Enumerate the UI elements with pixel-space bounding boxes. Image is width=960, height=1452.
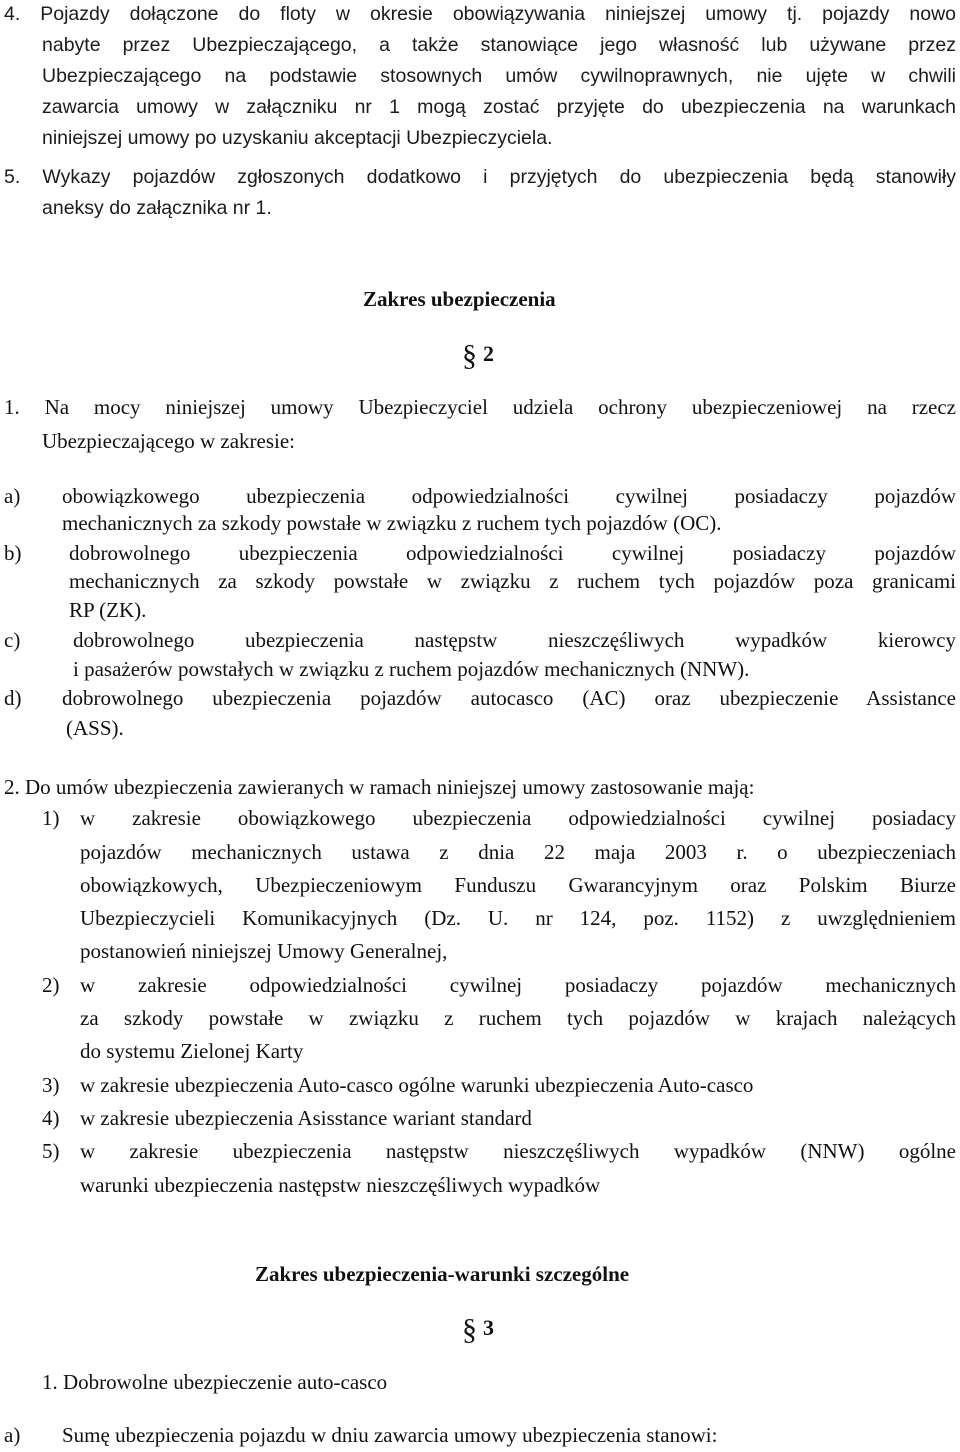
list-c-marker: c) [4, 628, 21, 652]
item-5-line-2: aneksy do załącznika nr 1. [42, 197, 272, 219]
list-c-line-2: i pasażerów powstałych w związku z ruchem pojazdów mechanicznych (NNW). [73, 657, 750, 681]
section-number: 3 [483, 1315, 494, 1340]
n1-line-2: pojazdów mechanicznych ustawa z dnia 22 maja 2003 r. o ubezpieczeniach [80, 840, 956, 864]
point-2-line-1: 2. Do umów ubezpieczenia zawieranych w ramach niniejszej umowy zastosowanie mają: [4, 775, 755, 799]
list-a2-line-1: Sumę ubezpieczenia pojazdu w dniu zawarcia umowy ubezpieczenia stanowi: [62, 1423, 718, 1447]
list-a2-marker: a) [4, 1423, 21, 1447]
list-b-line-2: mechanicznych za szkody powstałe w związku z ruchem tych pojazdów poza granicami [69, 569, 956, 593]
n5-line-1: w zakresie ubezpieczenia następstw nieszczęśliwych wypadków (NNW) ogólne [80, 1139, 956, 1163]
n5-line-2: warunki ubezpieczenia następstw nieszczęśliwych wypadków [80, 1173, 601, 1197]
list-b-line-3: RP (ZK). [69, 598, 147, 622]
list-a-line-1: obowiązkowego ubezpieczenia odpowiedzialności cywilnej posiadaczy pojazdów [62, 484, 956, 508]
n2-line-1: w zakresie odpowiedzialności cywilnej posiadaczy pojazdów mechanicznych [80, 973, 956, 997]
item-4-line-1: 4. Pojazdy dołączone do floty w okresie obowiązywania niniejszej umowy tj. pojazdy nowo [4, 3, 956, 25]
n4-line-1: w zakresie ubezpieczenia Asisstance wariant standard [80, 1106, 532, 1130]
section-3-marker [462, 1313, 494, 1346]
n2-line-3: do systemu Zielonej Karty [80, 1039, 304, 1063]
list-a-line-2: mechanicznych za szkody powstałe w związku z ruchem tych pojazdów (OC). [62, 511, 722, 535]
n4-marker: 4) [42, 1106, 60, 1130]
n1-line-5: postanowień niniejszej Umowy Generalnej, [80, 939, 448, 963]
point-1-line-2: Ubezpieczającego w zakresie: [42, 429, 296, 453]
section-heading-zakres: Zakres ubezpieczenia [363, 287, 556, 311]
n3-marker: 3) [42, 1073, 60, 1097]
list-a-marker: a) [4, 484, 21, 508]
n1-line-1: w zakresie obowiązkowego ubezpieczenia odpowiedzialności cywilnej posiadacy [80, 806, 956, 830]
list-d-line-2: (ASS). [66, 716, 124, 740]
n3-line-1: w zakresie ubezpieczenia Auto-casco ogólne warunki ubezpieczenia Auto-casco [80, 1073, 754, 1097]
item-4-line-5: niniejszej umowy po uzyskaniu akceptacji Ubezpieczyciela. [42, 127, 553, 149]
n5-marker: 5) [42, 1139, 60, 1163]
item-4-line-2: nabyte przez Ubezpieczającego, a także stanowiące jego własność lub używane przez [42, 34, 956, 56]
item-4-line-3: Ubezpieczającego na podstawie stosownych umów cywilnoprawnych, nie ujęte w chwili [42, 65, 956, 87]
item-4-line-4: zawarcia umowy w załączniku nr 1 mogą zostać przyjęte do ubezpieczenia na warunkach [42, 96, 956, 118]
point-1-line-1: 1. Na mocy niniejszej umowy Ubezpieczyciel udziela ochrony ubezpieczeniowej na rzecz [4, 395, 956, 419]
section-symbol: § [462, 339, 477, 372]
n2-marker: 2) [42, 973, 60, 997]
section-heading-warunki: Zakres ubezpieczenia-warunki szczególne [255, 1262, 630, 1286]
section-2-marker [462, 339, 494, 372]
list-d-marker: d) [4, 686, 22, 710]
list-b-marker: b) [4, 541, 22, 565]
section-number: 2 [483, 341, 494, 366]
n2-line-2: za szkody powstałe w związku z ruchem tych pojazdów w krajach należących [80, 1006, 956, 1030]
list-c-line-1: dobrowolnego ubezpieczenia następstw nieszczęśliwych wypadków kierowcy [73, 628, 956, 652]
n1-marker: 1) [42, 806, 60, 830]
point-dobrowolne-ac: 1. Dobrowolne ubezpieczenie auto-casco [42, 1370, 388, 1394]
list-b-line-1: dobrowolnego ubezpieczenia odpowiedzialności cywilnej posiadaczy pojazdów [69, 541, 956, 565]
list-d-line-1: dobrowolnego ubezpieczenia pojazdów autocasco (AC) oraz ubezpieczenie Assistance [62, 686, 956, 710]
section-symbol: § [462, 1313, 477, 1346]
n1-line-3: obowiązkowych, Ubezpieczeniowym Funduszu Gwarancyjnym oraz Polskim Biurze [80, 873, 956, 897]
n1-line-4: Ubezpieczycieli Komunikacyjnych (Dz. U. nr 124, poz. 1152) z uwzględnieniem [80, 906, 956, 930]
item-5-line-1: 5. Wykazy pojazdów zgłoszonych dodatkowo i przyjętych do ubezpieczenia będą stanowiły [4, 166, 956, 188]
